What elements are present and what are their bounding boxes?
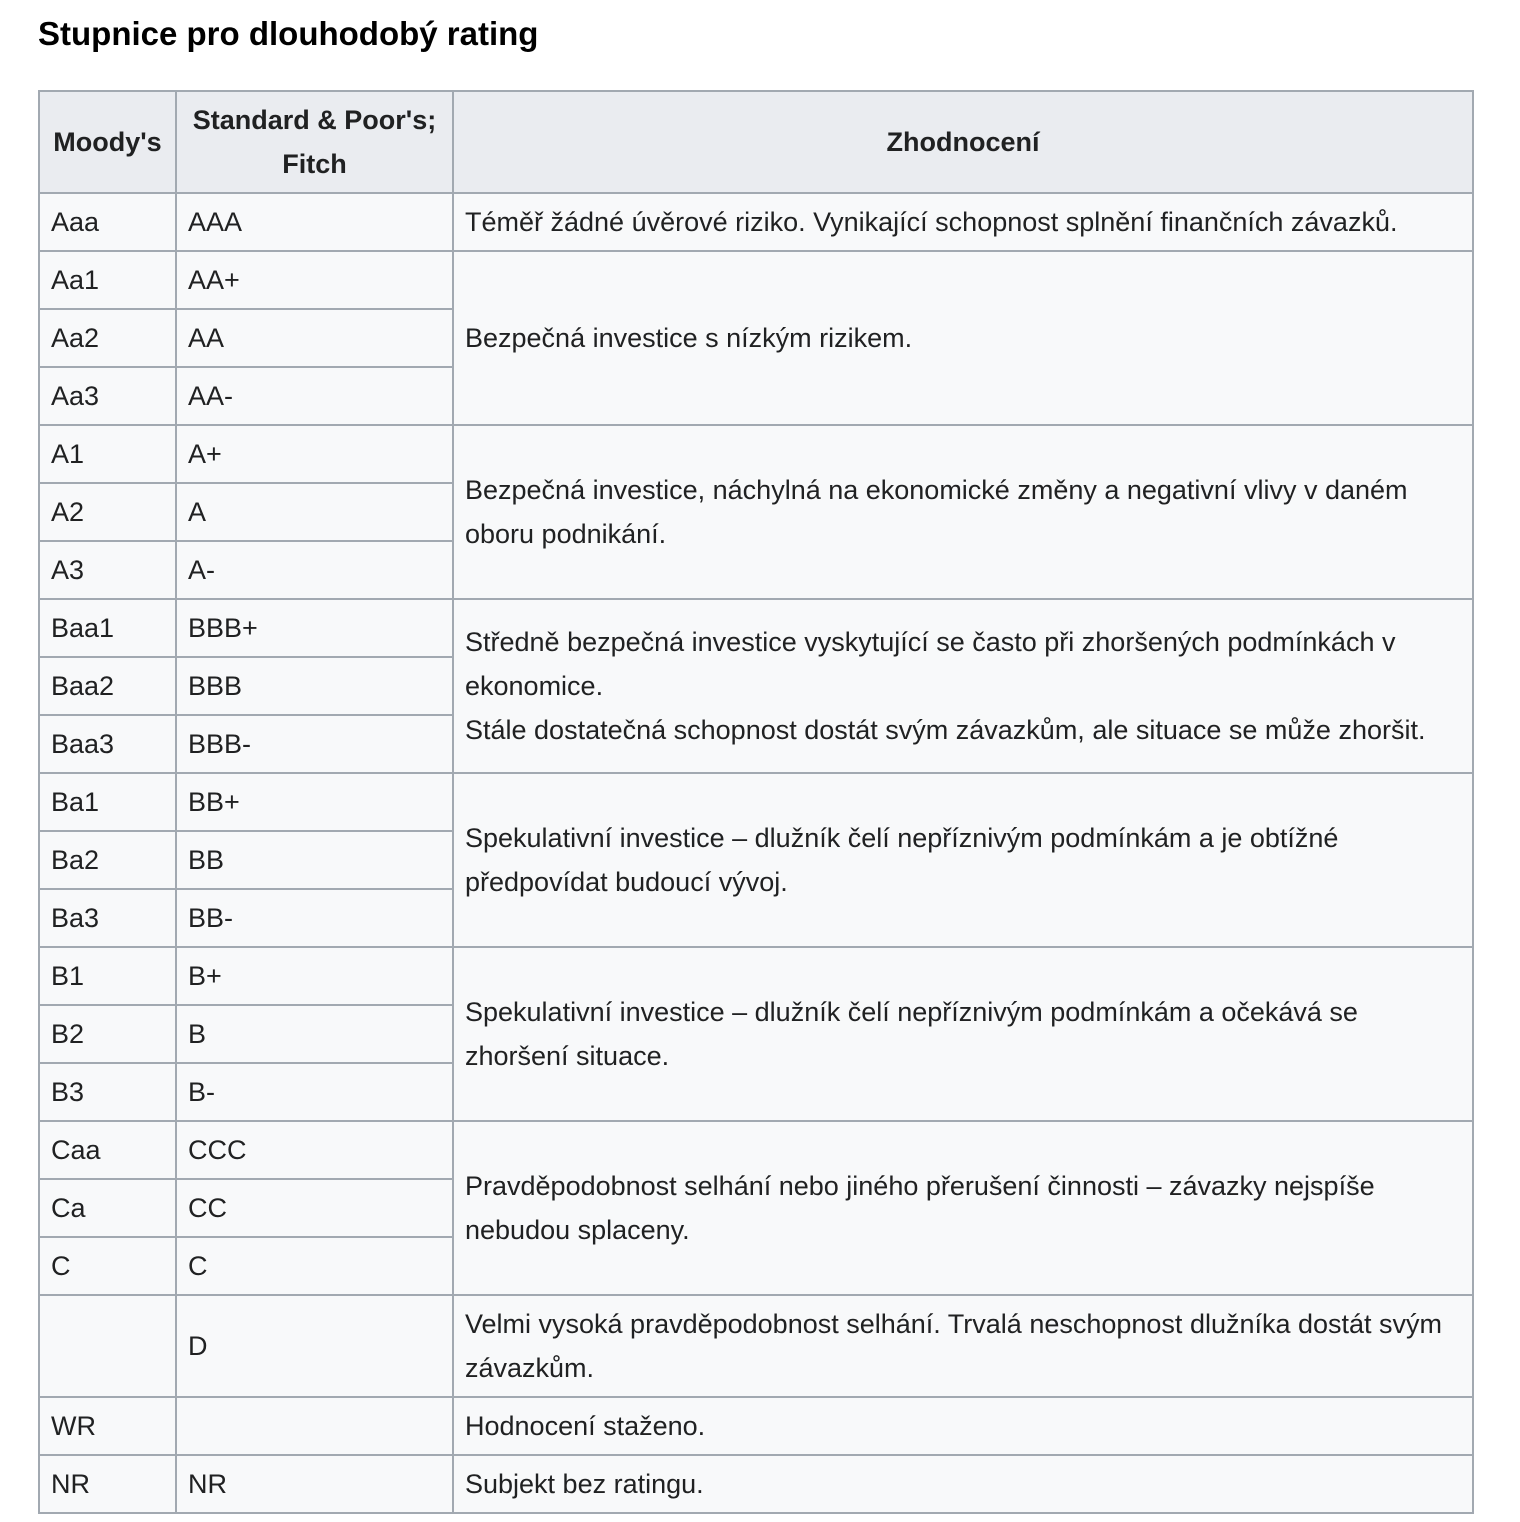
- cell-evaluation: Středně bezpečná investice vyskytující se často při zhoršených podmínkách v ekonomice. Stále dostatečná schopnost dostát svým závazkům, ale situace se může zhoršit.: [453, 599, 1473, 773]
- table-body: [39, 193, 1473, 1513]
- cell-evaluation: Hodnocení staženo.: [453, 1397, 1473, 1455]
- cell-moodys: A2: [39, 483, 176, 541]
- cell-moodys: Aaa: [39, 193, 176, 251]
- cell-moodys: A1: [39, 425, 176, 483]
- cell-sp-fitch: BBB-: [176, 715, 453, 773]
- cell-moodys: Aa1: [39, 251, 176, 309]
- cell-sp-fitch: BB-: [176, 889, 453, 947]
- table-row: [39, 1455, 1473, 1513]
- cell-sp-fitch: NR: [176, 1455, 453, 1513]
- cell-sp-fitch: CC: [176, 1179, 453, 1237]
- table-row: [39, 193, 1473, 251]
- header-sp-fitch: [176, 91, 453, 193]
- cell-moodys: Baa1: [39, 599, 176, 657]
- cell-sp-fitch: A+: [176, 425, 453, 483]
- cell-sp-fitch: A: [176, 483, 453, 541]
- cell-evaluation: Pravděpodobnost selhání nebo jiného přerušení činnosti – závazky nejspíše nebudou splaceny.: [453, 1121, 1473, 1295]
- cell-evaluation: Bezpečná investice, náchylná na ekonomické změny a negativní vlivy v daném oboru podnikání.: [453, 425, 1473, 599]
- cell-moodys: Caa: [39, 1121, 176, 1179]
- table-row: [39, 425, 1473, 483]
- cell-moodys: B1: [39, 947, 176, 1005]
- cell-moodys: WR: [39, 1397, 176, 1455]
- cell-moodys: Aa2: [39, 309, 176, 367]
- cell-sp-fitch: D: [176, 1295, 453, 1397]
- cell-sp-fitch: AA+: [176, 251, 453, 309]
- cell-evaluation: Téměř žádné úvěrové riziko. Vynikající schopnost splnění finančních závazků.: [453, 193, 1473, 251]
- cell-sp-fitch: B-: [176, 1063, 453, 1121]
- cell-moodys: Ba1: [39, 773, 176, 831]
- cell-moodys: B2: [39, 1005, 176, 1063]
- cell-evaluation: Spekulativní investice – dlužník čelí nepříznivým podmínkám a je obtížné předpovídat budoucí vývoj.: [453, 773, 1473, 947]
- cell-sp-fitch: [176, 1397, 453, 1455]
- cell-sp-fitch: A-: [176, 541, 453, 599]
- rating-scale-table: [38, 90, 1474, 1514]
- table-row: [39, 1397, 1473, 1455]
- cell-evaluation: Bezpečná investice s nízkým rizikem.: [453, 251, 1473, 425]
- cell-moodys: C: [39, 1237, 176, 1295]
- cell-sp-fitch: BB+: [176, 773, 453, 831]
- table-row: [39, 1295, 1473, 1397]
- table-row: [39, 947, 1473, 1005]
- cell-sp-fitch: CCC: [176, 1121, 453, 1179]
- page-title: Stupnice pro dlouhodobý rating: [38, 15, 539, 52]
- cell-moodys: Baa2: [39, 657, 176, 715]
- table-row: [39, 251, 1473, 309]
- cell-moodys: Baa3: [39, 715, 176, 773]
- header-moodys: Moody's: [39, 91, 176, 193]
- cell-moodys: B3: [39, 1063, 176, 1121]
- header-sp-fitch-line1: Standard & Poor's;: [192, 105, 437, 135]
- cell-sp-fitch: BBB: [176, 657, 453, 715]
- cell-moodys: Ba3: [39, 889, 176, 947]
- cell-moodys: Ba2: [39, 831, 176, 889]
- cell-sp-fitch: B: [176, 1005, 453, 1063]
- cell-moodys: Aa3: [39, 367, 176, 425]
- cell-sp-fitch: BBB+: [176, 599, 453, 657]
- cell-moodys: A3: [39, 541, 176, 599]
- cell-sp-fitch: AA-: [176, 367, 453, 425]
- cell-sp-fitch: C: [176, 1237, 453, 1295]
- cell-evaluation: Spekulativní investice – dlužník čelí nepříznivým podmínkám a očekává se zhoršení situace.: [453, 947, 1473, 1121]
- cell-evaluation: Velmi vysoká pravděpodobnost selhání. Trvalá neschopnost dlužníka dostát svým závazkům.: [453, 1295, 1473, 1397]
- cell-sp-fitch: B+: [176, 947, 453, 1005]
- cell-moodys: [39, 1295, 176, 1397]
- cell-moodys: Ca: [39, 1179, 176, 1237]
- cell-moodys: NR: [39, 1455, 176, 1513]
- table-row: [39, 1121, 1473, 1179]
- header-sp-fitch-line2: Fitch: [282, 149, 347, 179]
- table-header-row: [39, 91, 1473, 193]
- table-row: [39, 599, 1473, 657]
- cell-sp-fitch: AAA: [176, 193, 453, 251]
- cell-evaluation: Subjekt bez ratingu.: [453, 1455, 1473, 1513]
- table-row: [39, 773, 1473, 831]
- cell-sp-fitch: AA: [176, 309, 453, 367]
- cell-sp-fitch: BB: [176, 831, 453, 889]
- header-evaluation: Zhodnocení: [453, 91, 1473, 193]
